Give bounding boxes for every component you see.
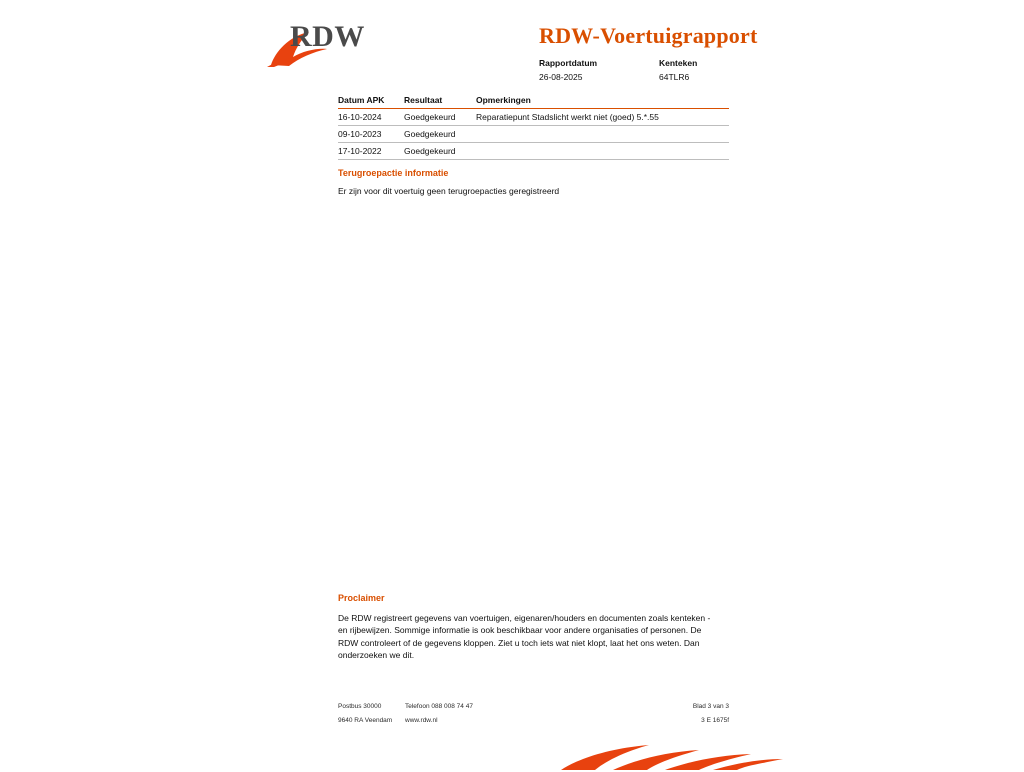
cell-resultaat: Goedgekeurd [404, 129, 456, 139]
proclaimer-title: Proclaimer [338, 593, 385, 603]
meta-kenteken [659, 57, 741, 84]
proclaimer-text: De RDW registreert gegevens van voertuigen, eigenaren/houders en documenten zoals kenteken - en rijbewijzen. Sommige informatie is ook beschikbaar voor andere organisaties of personen. De RDW controleert of de gegevens kloppen. Ziet u toch iets wat niet klopt, laat het ons weten. Dan onderzoeken we dit. [338, 613, 711, 660]
document-footer [338, 700, 729, 728]
table-body [338, 109, 729, 160]
cell-datum-apk: 09-10-2023 [338, 129, 382, 139]
apk-history-table [338, 94, 729, 160]
footer-address-line-2: 9640 RA Veendam [338, 717, 393, 724]
meta-value: 26-08-2025 [539, 72, 583, 82]
column-header-opmerkingen: Opmerkingen [476, 95, 531, 105]
column-header-resultaat: Resultaat [404, 95, 443, 105]
table-row [338, 143, 729, 160]
table-row [338, 126, 729, 143]
cell-resultaat: Goedgekeurd [404, 112, 456, 122]
footer-page-number: Blad 3 van 3 [692, 703, 729, 710]
footer-row [338, 714, 729, 728]
cell-datum-apk: 17-10-2022 [338, 146, 382, 156]
column-header-datum-apk: Datum APK [338, 95, 385, 105]
meta-rapportdatum [539, 57, 659, 84]
document-meta [539, 57, 741, 84]
footer-form-code: 3 E 1675f [701, 717, 729, 724]
table-header-row [338, 94, 729, 109]
rdw-wordmark: RDW [290, 20, 365, 53]
document-header [0, 0, 1024, 95]
footer-address-line-1: Postbus 30000 [338, 703, 382, 710]
cell-datum-apk: 16-10-2024 [338, 112, 382, 122]
table-row [338, 109, 729, 126]
meta-label: Rapportdatum [539, 58, 598, 68]
meta-label: Kenteken [659, 58, 698, 68]
recall-section [338, 167, 758, 197]
cell-opmerkingen: Reparatiepunt Stadslicht werkt niet (goed) 5.*.55 [476, 112, 659, 122]
meta-value: 64TLR6 [659, 72, 690, 82]
footer-website: www.rdw.nl [405, 717, 438, 724]
footer-row [338, 700, 729, 714]
footer-phone: Telefoon 088 008 74 47 [405, 703, 473, 710]
page-title: RDW-Voertuigrapport [539, 23, 758, 48]
recall-section-title: Terugroepactie informatie [338, 168, 449, 178]
cell-resultaat: Goedgekeurd [404, 146, 456, 156]
proclaimer-section [338, 592, 722, 661]
recall-section-text: Er zijn voor dit voertuig geen terugroepacties geregistreerd [338, 186, 560, 196]
